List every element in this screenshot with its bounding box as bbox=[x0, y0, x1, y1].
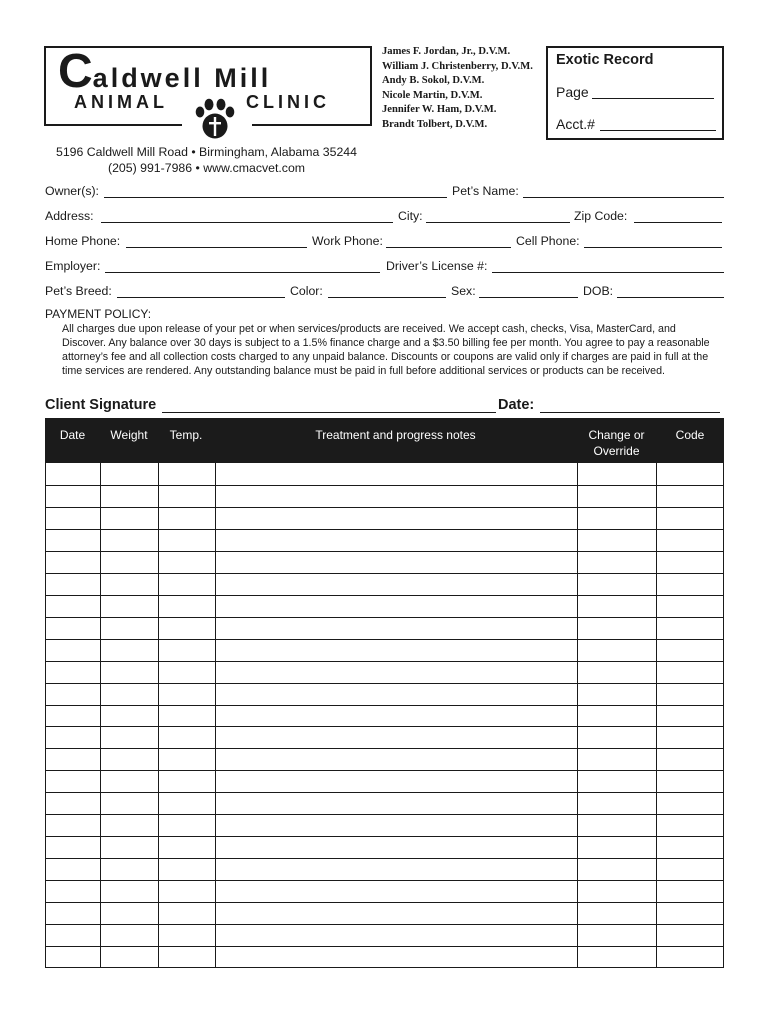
header-temp: Temp. bbox=[169, 428, 203, 442]
table-column-divider bbox=[215, 463, 216, 968]
header-code: Code bbox=[675, 428, 705, 442]
table-row-divider bbox=[45, 814, 724, 815]
owner-label: Owner(s): bbox=[45, 184, 99, 198]
paw-cross-icon bbox=[192, 98, 238, 144]
clinic-contact: (205) 991-7986 • www.cmacvet.com bbox=[108, 161, 306, 175]
logo-title-rest: aldwell Mill bbox=[92, 63, 272, 93]
table-row-divider bbox=[45, 902, 724, 903]
doctor-name: Andy B. Sokol, D.V.M. bbox=[382, 75, 485, 87]
cell-phone-field[interactable] bbox=[584, 247, 722, 248]
table-row-divider bbox=[45, 529, 724, 530]
header-date: Date bbox=[59, 428, 86, 442]
table-row-divider bbox=[45, 485, 724, 486]
table-row-divider bbox=[45, 551, 724, 552]
color-label: Color: bbox=[290, 284, 323, 298]
work-phone-field[interactable] bbox=[386, 247, 511, 248]
payment-policy-title: PAYMENT POLICY: bbox=[45, 307, 152, 321]
table-row-divider bbox=[45, 748, 724, 749]
table-row-divider bbox=[45, 683, 724, 684]
page-label: Page bbox=[556, 84, 589, 100]
table-row-divider bbox=[45, 770, 724, 771]
address-field[interactable] bbox=[101, 222, 393, 223]
table-row-divider bbox=[45, 661, 724, 662]
payment-policy-text: All charges due upon release of your pet or when services/products are received. We accept cash, checks, Visa, MasterCard, and Discover. Any balance over 30 days is subject to a 1.5% finance charge and a $3.50 billing fee per month. You agree to pay a reasonable attorney’s fee and all collection costs charged to any unpaid balance. Discounts or coupons are valid only if charges are paid in full at the time services are rendered. Any outstanding balance must be paid in full before additional services or products can be received. bbox=[62, 323, 710, 377]
dob-label: DOB: bbox=[583, 284, 614, 298]
table-row-divider bbox=[45, 924, 724, 925]
table-row-divider bbox=[45, 705, 724, 706]
address-label: Address: bbox=[45, 209, 94, 223]
page-field[interactable] bbox=[592, 98, 714, 99]
table-column-divider bbox=[577, 463, 578, 968]
employer-field[interactable] bbox=[105, 272, 380, 273]
table-row-divider bbox=[45, 507, 724, 508]
logo-subtitle-right: CLINIC bbox=[246, 92, 330, 112]
dob-field[interactable] bbox=[617, 297, 724, 298]
doctor-name: James F. Jordan, Jr., D.V.M. bbox=[382, 46, 511, 57]
header-notes: Treatment and progress notes bbox=[315, 428, 476, 442]
table-header bbox=[45, 418, 724, 463]
table-column-divider bbox=[656, 463, 657, 968]
signature-date-field[interactable] bbox=[540, 412, 720, 413]
doctor-list bbox=[382, 45, 533, 133]
record-title: Exotic Record bbox=[556, 52, 654, 68]
logo-initial: C bbox=[58, 45, 93, 98]
table-column-divider bbox=[100, 463, 101, 968]
zip-field[interactable] bbox=[634, 222, 722, 223]
home-phone-label: Home Phone: bbox=[45, 234, 121, 248]
pet-name-label: Pet’s Name: bbox=[452, 184, 519, 198]
table-row-divider bbox=[45, 595, 724, 596]
breed-label: Pet’s Breed: bbox=[45, 284, 112, 298]
drivers-license-label: Driver’s License #: bbox=[386, 259, 488, 273]
client-signature-label: Client Signature bbox=[45, 397, 157, 413]
table-row-divider bbox=[45, 946, 724, 947]
zip-label: Zip Code: bbox=[574, 209, 628, 223]
treatment-table bbox=[45, 418, 724, 968]
pet-name-field[interactable] bbox=[523, 197, 724, 198]
color-field[interactable] bbox=[328, 297, 446, 298]
logo-frame-bottom-left bbox=[44, 124, 182, 126]
drivers-license-field[interactable] bbox=[492, 272, 724, 273]
table-row-divider bbox=[45, 726, 724, 727]
signature-date-label: Date: bbox=[498, 397, 535, 413]
table-row-divider bbox=[45, 858, 724, 859]
logo-frame-bottom-right bbox=[252, 124, 372, 126]
doctor-name: William J. Christenberry, D.V.M. bbox=[382, 60, 533, 72]
sex-label: Sex: bbox=[451, 284, 476, 298]
table-row-divider bbox=[45, 792, 724, 793]
sex-field[interactable] bbox=[479, 297, 578, 298]
table-row-divider bbox=[45, 617, 724, 618]
table-row-divider bbox=[45, 573, 724, 574]
clinic-address: 5196 Caldwell Mill Road • Birmingham, Alabama 35244 bbox=[56, 145, 357, 159]
doctor-name: Brandt Tolbert, D.V.M. bbox=[382, 118, 488, 130]
acct-field[interactable] bbox=[600, 130, 716, 131]
table-row-divider bbox=[45, 836, 724, 837]
city-label: City: bbox=[398, 209, 423, 223]
acct-label: Acct.# bbox=[556, 116, 595, 132]
work-phone-label: Work Phone: bbox=[312, 234, 383, 248]
home-phone-field[interactable] bbox=[126, 247, 307, 248]
table-row-divider bbox=[45, 639, 724, 640]
table-row-divider bbox=[45, 880, 724, 881]
header-change-line2: Override bbox=[593, 444, 640, 458]
header-change-override bbox=[577, 427, 656, 459]
employer-label: Employer: bbox=[45, 259, 101, 273]
doctor-name: Nicole Martin, D.V.M. bbox=[382, 89, 483, 101]
table-column-divider bbox=[158, 463, 159, 968]
city-field[interactable] bbox=[426, 222, 570, 223]
clinic-logo-title bbox=[58, 44, 271, 99]
client-signature-field[interactable] bbox=[162, 412, 496, 413]
logo-subtitle-left: ANIMAL bbox=[74, 92, 168, 112]
header-weight: Weight bbox=[110, 428, 148, 442]
cell-phone-label: Cell Phone: bbox=[516, 234, 580, 248]
header-change-line1: Change or bbox=[588, 428, 645, 442]
owner-field[interactable] bbox=[104, 197, 447, 198]
breed-field[interactable] bbox=[117, 297, 285, 298]
doctor-name: Jennifer W. Ham, D.V.M. bbox=[382, 104, 497, 116]
